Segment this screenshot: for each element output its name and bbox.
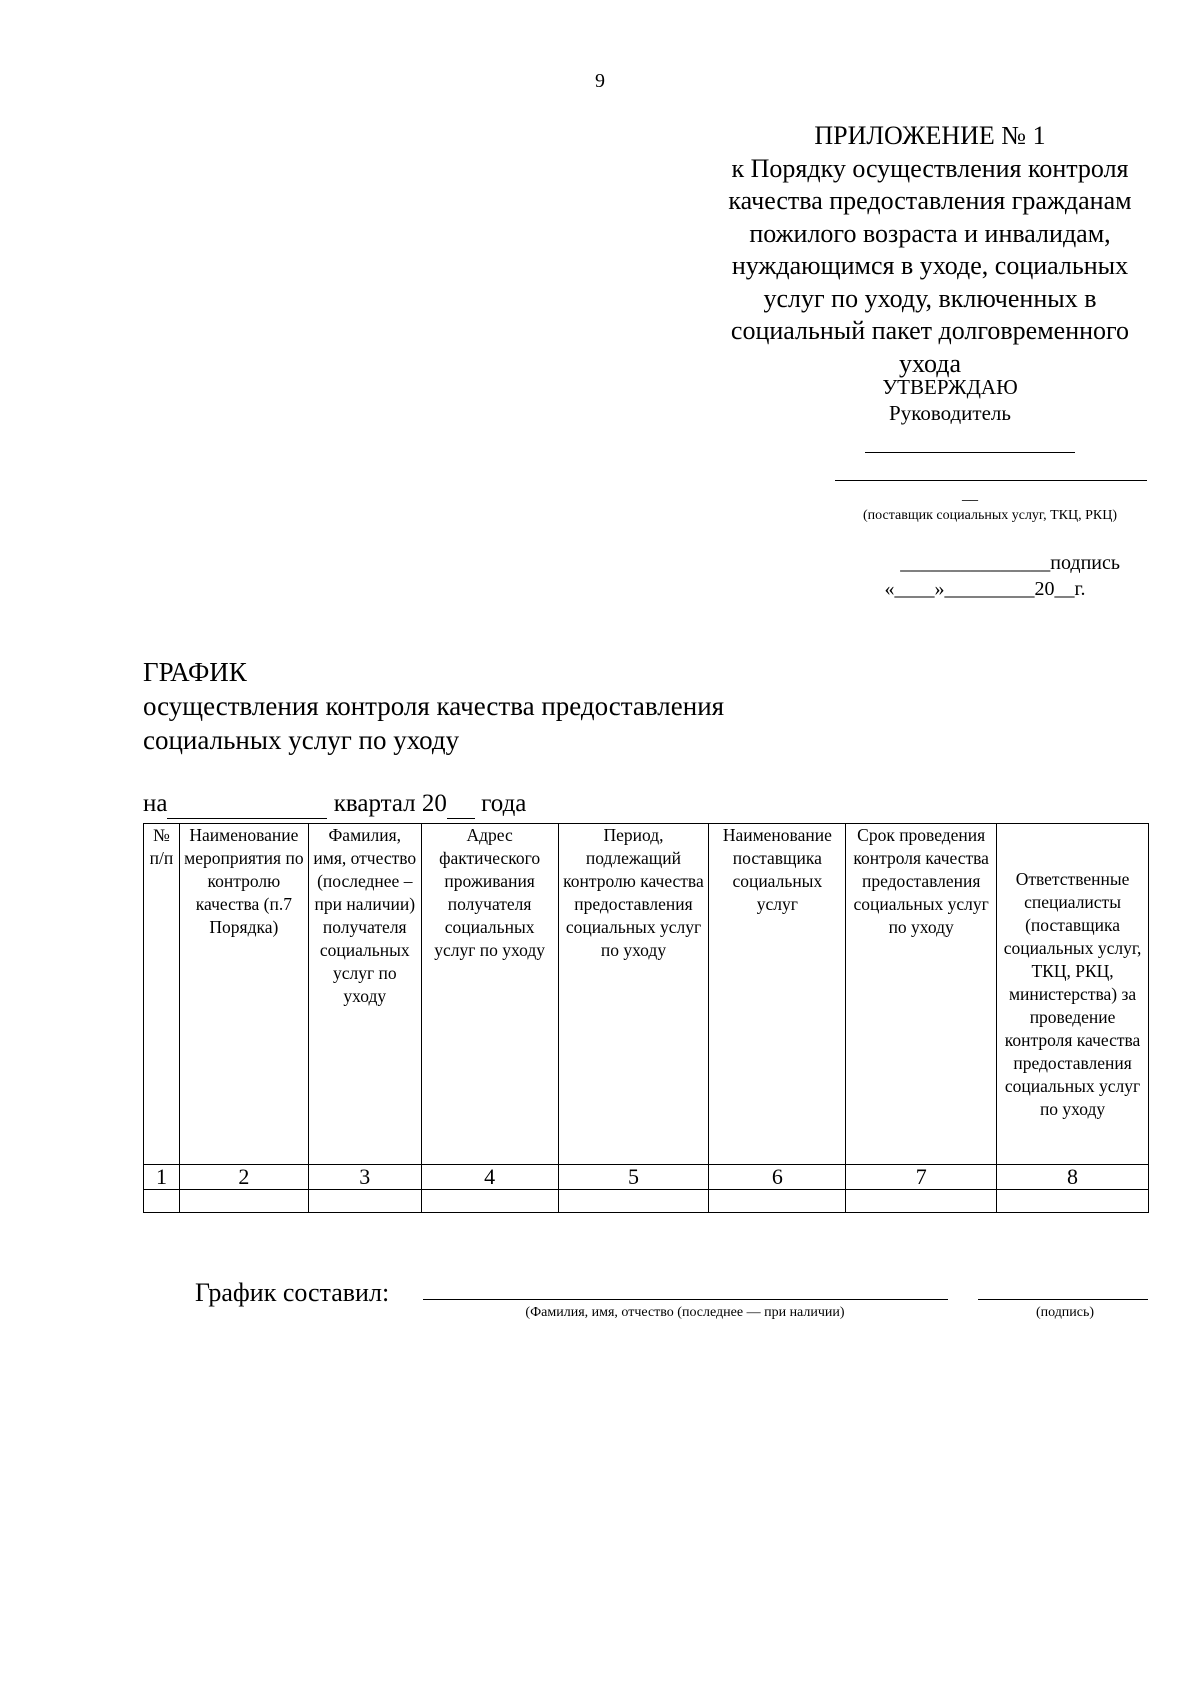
header-cell-event: Наименование мероприятия по контролю качества (п.7 Порядка)	[179, 824, 308, 1165]
appendix-line: нуждающимся в уходе, социальных	[731, 251, 1129, 280]
table-cell	[421, 1190, 558, 1213]
compiled-by-label: График составил:	[195, 1278, 390, 1307]
column-number: 3	[308, 1165, 421, 1190]
header-cell-deadline: Срок проведения контроля качества предоставления социальных услуг по уходу	[846, 824, 997, 1165]
column-number: 8	[997, 1165, 1149, 1190]
quarter-line	[143, 790, 526, 819]
appendix-line: ухода	[898, 348, 962, 378]
appendix-line: к Порядку осуществления контроля	[731, 153, 1129, 183]
schedule-subtitle-line: осуществления контроля качества предоставления	[143, 691, 725, 721]
signature-caption: (подпись)	[1035, 1305, 1095, 1320]
table-header-row	[144, 824, 1149, 1165]
fio-line	[423, 1299, 948, 1300]
table-cell	[144, 1190, 180, 1213]
table-number-row	[144, 1165, 1149, 1190]
head-name-line	[865, 452, 1075, 453]
fio-caption: (Фамилия, имя, отчество (последнее — при наличии)	[525, 1305, 845, 1320]
header-cell-address: Адрес фактического проживания получателя социальных услуг по уходу	[421, 824, 558, 1165]
table-row	[144, 1190, 1149, 1213]
table-cell	[308, 1190, 421, 1213]
table-cell	[558, 1190, 709, 1213]
signature-field-line	[978, 1299, 1148, 1300]
column-number: 5	[558, 1165, 709, 1190]
provider-line	[835, 480, 1147, 481]
page-number: 9	[595, 70, 605, 92]
quarter-middle: квартал 20	[327, 790, 447, 817]
header-cell-recipient: Фамилия, имя, отчество (последнее – при наличии) получателя социальных услуг по уходу	[308, 824, 421, 1165]
table-cell	[997, 1190, 1149, 1213]
signature-line: _______________подпись	[900, 552, 1120, 574]
appendix-line: ПРИЛОЖЕНИЕ № 1	[814, 121, 1046, 150]
column-number: 7	[846, 1165, 997, 1190]
appendix-line: социальный пакет долговременного	[730, 316, 1130, 345]
quarter-prefix: на	[143, 790, 168, 817]
approve-label: УТВЕРЖДАЮ	[882, 375, 1018, 399]
head-label: Руководитель	[889, 401, 1011, 425]
column-number: 4	[421, 1165, 558, 1190]
appendix-header	[690, 120, 1170, 380]
column-number: 6	[709, 1165, 846, 1190]
schedule-subtitle-line: социальных услуг по уходу	[143, 725, 460, 755]
date-line: «____»_________20__г.	[884, 578, 1086, 600]
header-cell-number: № п/п	[144, 824, 180, 1165]
provider-caption: (поставщик социальных услуг, ТКЦ, РКЦ)	[863, 508, 1117, 523]
schedule-heading: ГРАФИК	[143, 657, 247, 687]
schedule-table	[143, 823, 1149, 1213]
year-blank	[447, 790, 475, 819]
column-number: 2	[179, 1165, 308, 1190]
table-cell	[179, 1190, 308, 1213]
table-cell	[709, 1190, 846, 1213]
table-cell	[846, 1190, 997, 1213]
approval-block	[820, 374, 1080, 426]
header-cell-provider: Наименование поставщика социальных услуг	[709, 824, 846, 1165]
header-cell-period: Период, подлежащий контролю качества предоставления социальных услуг по уходу	[558, 824, 709, 1165]
appendix-line: качества предоставления гражданам	[728, 186, 1132, 215]
quarter-suffix: года	[474, 790, 527, 817]
appendix-line: пожилого возраста и инвалидам,	[749, 218, 1111, 248]
quarter-blank	[167, 790, 327, 819]
column-number: 1	[144, 1165, 180, 1190]
schedule-title	[143, 655, 724, 757]
header-cell-responsible: Ответственные специалисты (поставщика социальных услуг, ТКЦ, РКЦ, министерства) за проведение контроля качества предоставления социальных услуг по уходу	[997, 824, 1149, 1165]
appendix-line: услуг по уходу, включенных в	[763, 283, 1097, 313]
provider-underscore: __	[962, 486, 978, 503]
